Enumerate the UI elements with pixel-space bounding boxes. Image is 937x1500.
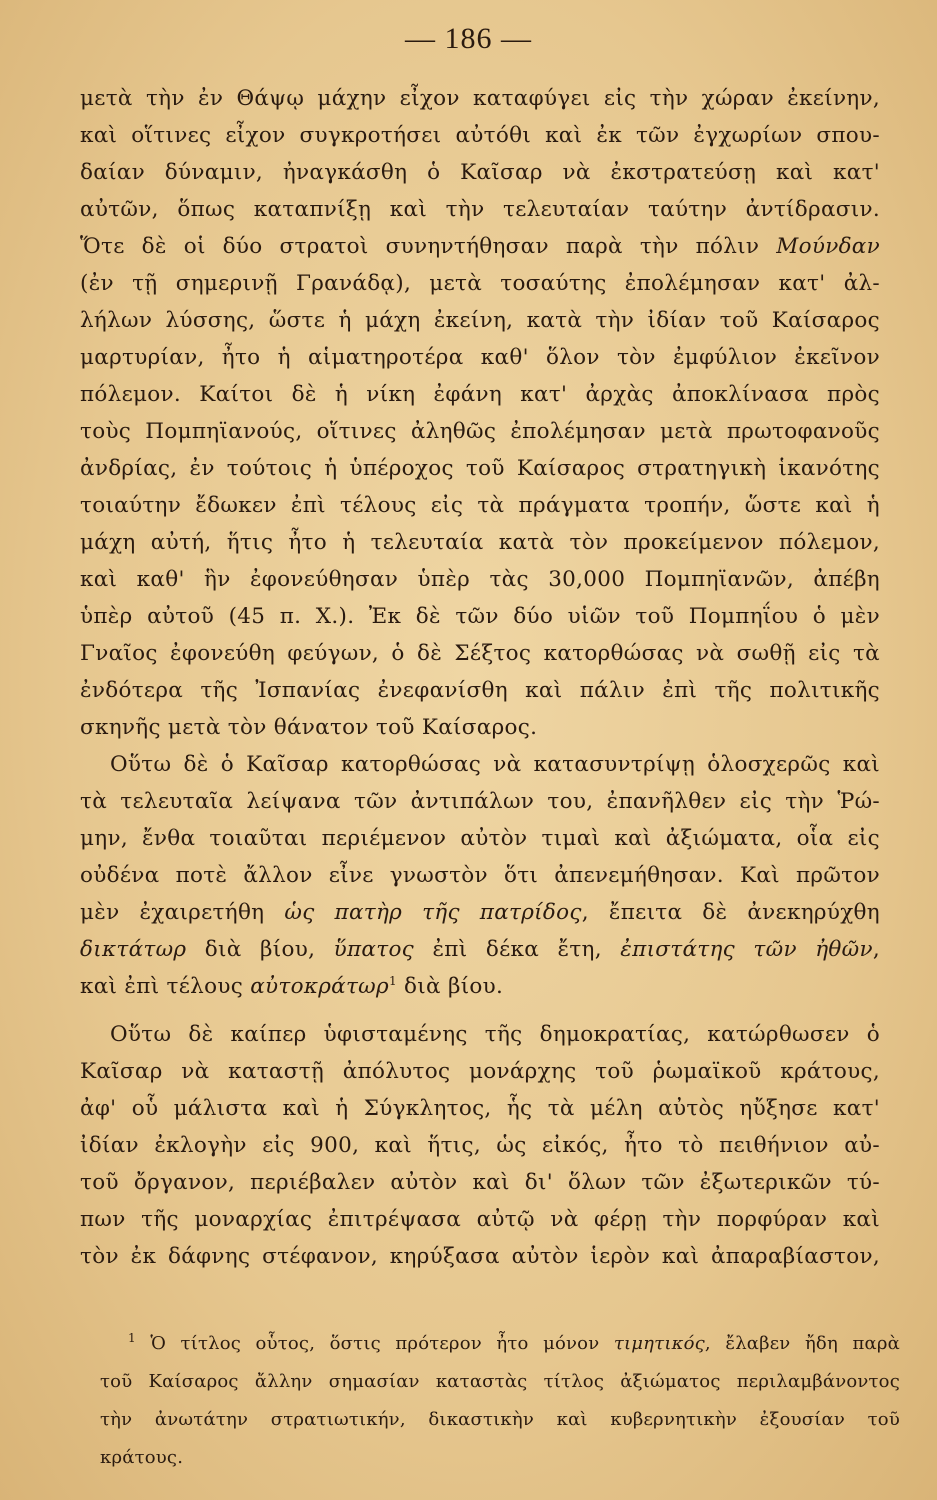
text-line: μαρτυρίαν, ἦτο ἡ αἱματηροτέρα καθ' ὅλον τὸν ἐμφύλιον ἐκεῖνον	[80, 345, 880, 370]
italic-title: αὐτοκράτωρ	[250, 974, 389, 999]
text-line: τὰ τελευταῖα λείψανα τῶν ἀντιπάλων του, ἐπανῆλθεν εἰς τὴν Ῥώ-	[80, 789, 880, 814]
text-line: δαίαν δύναμιν, ἠναγκάσθη ὁ Καῖσαρ νὰ ἐκστρατεύσῃ καὶ κατ'	[80, 160, 880, 185]
text-line	[80, 931, 880, 968]
text-span: Ὁ τίτλος οὗτος, ὅστις πρότερον ἦτο μόνον	[135, 1333, 614, 1354]
text-line: ἀνδρίας, ἐν τούτοις ἡ ὑπέροχος τοῦ Καίσαρος στρατηγικὴ ἱκανότης	[80, 456, 880, 481]
footnote-marker: 1	[128, 1331, 136, 1345]
text-line: οὐδένα ποτὲ ἄλλον εἶνε γνωστὸν ὅτι ἀπενεμήθησαν. Καὶ πρῶτον	[80, 863, 880, 888]
text-span: , ἔπειτα δὲ ἀνεκηρύχθη	[581, 900, 880, 925]
text-line	[80, 228, 880, 265]
text-line: ἀφ' οὗ μάλιστα καὶ ἡ Σύγκλητος, ἧς τὰ μέλη αὐτὸς ηὔξησε κατ'	[80, 1096, 880, 1121]
main-text	[80, 80, 880, 1275]
text-span: , ἔλαβεν ἤδη παρὰ	[704, 1333, 900, 1354]
text-line: Οὕτω δὲ καίπερ ὑφισταμένης τῆς δημοκρατίας, κατώρθωσεν ὁ	[110, 1022, 880, 1047]
text-line: Οὕτω δὲ ὁ Καῖσαρ κατορθώσας νὰ κατασυντρίψῃ ὁλοσχερῶς καὶ	[110, 752, 880, 777]
text-line: λήλων λύσσης, ὥστε ἡ μάχη ἐκείνη, κατὰ τὴν ἰδίαν τοῦ Καίσαρος	[80, 308, 880, 333]
text-span: ,	[872, 937, 880, 962]
text-line	[80, 894, 880, 931]
text-span: καὶ ἐπὶ τέλους	[80, 974, 251, 999]
italic-title: ὡς πατὴρ τῆς πατρίδος	[284, 900, 582, 925]
text-line	[80, 968, 880, 1005]
text-span: διὰ βίου,	[186, 937, 334, 962]
city-name: Μούνδαν	[776, 234, 880, 259]
text-line: μην, ἔνθα τοιαῦται περιέμενον αὐτὸν τιμαὶ καὶ ἀξιώματα, οἷα εἰς	[80, 826, 880, 851]
text-line: (ἐν τῇ σημερινῇ Γρανάδᾳ), μετὰ τοσαύτης ἐπολέμησαν κατ' ἀλ-	[80, 271, 880, 296]
text-line: μετὰ τὴν ἐν Θάψῳ μάχην εἶχον καταφύγει εἰς τὴν χώραν ἐκείνην,	[80, 86, 880, 111]
text-line: τοῦ ὄργανον, περιέβαλεν αὐτὸν καὶ δι' ὅλων τῶν ἐξωτερικῶν τύ-	[80, 1170, 880, 1195]
text-line: πόλεμον. Καίτοι δὲ ἡ νίκη ἐφάνη κατ' ἀρχὰς ἀποκλίνασα πρὸς	[80, 382, 880, 407]
footnote-line	[100, 1325, 900, 1363]
italic-title: ὕπατος	[333, 937, 415, 962]
text-line: καὶ καθ' ἣν ἐφονεύθησαν ὑπὲρ τὰς 30,000 Πομπηϊανῶν, ἀπέβη	[80, 567, 880, 592]
text-span: μὲν ἐχαιρετήθη	[80, 900, 285, 925]
text-line: πων τῆς μοναρχίας ἐπιτρέψασα αὐτῷ νὰ φέρῃ τὴν πορφύραν καὶ	[80, 1207, 880, 1232]
footnote-line: τὴν ἀνωτάτην στρατιωτικήν, δικαστικὴν καὶ κυβερνητικὴν ἐξουσίαν τοῦ	[100, 1409, 900, 1430]
text-line: Γναῖος ἐφονεύθη φεύγων, ὁ δὲ Σέξτος κατορθώσας νὰ σωθῇ εἰς τὰ	[80, 641, 880, 666]
footnote-ref: 1	[388, 973, 397, 988]
text-line: ἐνδότερα τῆς Ἰσπανίας ἐνεφανίσθη καὶ πάλιν ἐπὶ τῆς πολιτικῆς	[80, 678, 880, 703]
text-line: σκηνῆς μετὰ τὸν θάνατον τοῦ Καίσαρος.	[80, 715, 538, 740]
text-line: ἰδίαν ἐκλογὴν εἰς 900, καὶ ἥτις, ὡς εἰκός, ἦτο τὸ πειθήνιον αὐ-	[80, 1133, 880, 1158]
italic-title: ἐπιστάτης τῶν ἠθῶν	[620, 937, 873, 962]
footnote	[100, 1325, 900, 1477]
page-number: — 186 —	[405, 22, 532, 55]
text-line: αὐτῶν, ὅπως καταπνίξῃ καὶ τὴν τελευταίαν ταύτην ἀντίδρασιν.	[80, 197, 880, 222]
text-line: Καῖσαρ νὰ καταστῇ ἀπόλυτος μονάρχης τοῦ ῥωμαϊκοῦ κράτους,	[80, 1059, 880, 1084]
text-line: τοιαύτην ἔδωκεν ἐπὶ τέλους εἰς τὰ πράγματα τροπήν, ὥστε καὶ ἡ	[80, 493, 880, 518]
italic-title: δικτάτωρ	[80, 937, 187, 962]
text-line: μάχη αὐτή, ἥτις ἦτο ἡ τελευταία κατὰ τὸν προκείμενον πόλεμον,	[80, 530, 880, 555]
text-span: ἐπὶ δέκα ἔτη,	[414, 937, 621, 962]
footnote-line: τοῦ Καίσαρος ἄλλην σημασίαν καταστὰς τίτλος ἀξιώματος περιλαμβάνοντος	[100, 1371, 900, 1392]
italic-word: τιμητικός	[613, 1333, 705, 1354]
text-span: διὰ βίου.	[396, 974, 504, 999]
footnote-line: κράτους.	[100, 1447, 184, 1468]
text-line: τοὺς Πομπηϊανούς, οἵτινες ἀληθῶς ἐπολέμησαν μετὰ πρωτοφανοῦς	[80, 419, 880, 444]
text-line: ὑπὲρ αὐτοῦ (45 π. Χ.). Ἐκ δὲ τῶν δύο υἱῶν τοῦ Πομπηΐου ὁ μὲν	[80, 604, 880, 629]
text-span: Ὅτε δὲ οἱ δύο στρατοὶ συνηντήθησαν παρὰ τὴν πόλιν	[80, 234, 777, 259]
text-line: καὶ οἵτινες εἶχον συγκροτήσει αὐτόθι καὶ ἐκ τῶν ἐγχωρίων σπου-	[80, 123, 880, 148]
text-line: τὸν ἐκ δάφνης στέφανον, κηρύξασα αὐτὸν ἱερὸν καὶ ἀπαραβίαστον,	[80, 1244, 880, 1269]
